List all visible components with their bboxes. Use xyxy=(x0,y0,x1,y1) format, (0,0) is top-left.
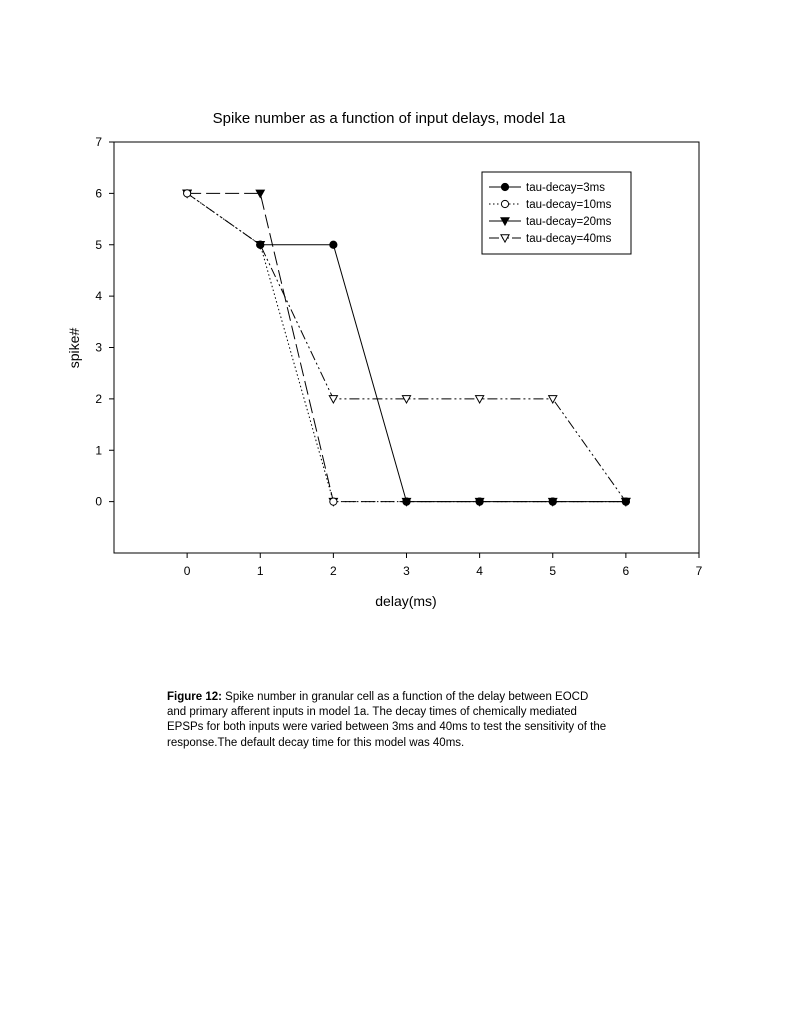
series-1 xyxy=(257,241,630,505)
x-tick-label: 1 xyxy=(256,564,264,578)
legend xyxy=(482,172,631,254)
legend-label: tau-decay=3ms xyxy=(526,182,605,194)
x-tick-label: 5 xyxy=(549,564,557,578)
caption-text: Spike number in granular cell as a function of the delay between EOCD and primary afferent inputs in model 1a. The decay times of chemically mediated EPSPs for both inputs were varied between 3ms and 40ms to test the sensitivity of the response.The default decay time for this model was 40ms. xyxy=(167,691,607,749)
legend-label: tau-decay=10ms xyxy=(526,199,612,211)
legend-label: tau-decay=40ms xyxy=(526,233,612,245)
y-tick-label: 4 xyxy=(95,289,102,304)
data-point xyxy=(622,498,629,505)
data-point xyxy=(403,498,410,505)
data-point xyxy=(501,200,508,207)
chart-title: Spike number as a function of input delays, model 1a xyxy=(212,110,566,127)
data-point xyxy=(184,190,191,197)
y-axis xyxy=(95,135,114,509)
series-line xyxy=(260,245,626,502)
y-tick-label: 6 xyxy=(95,186,102,201)
data-point xyxy=(476,498,483,505)
x-tick-label: 2 xyxy=(330,564,337,578)
x-tick-label: 6 xyxy=(622,564,630,578)
data-point xyxy=(330,498,337,505)
figure-caption xyxy=(167,690,607,751)
y-tick-label: 2 xyxy=(95,391,102,406)
legend-label: tau-decay=20ms xyxy=(526,216,612,228)
x-tick-label: 3 xyxy=(403,564,410,578)
y-tick-label: 7 xyxy=(95,135,102,149)
data-point xyxy=(257,241,264,248)
x-tick-label: 7 xyxy=(695,564,703,578)
data-point xyxy=(501,183,508,190)
data-point xyxy=(549,498,556,505)
y-tick-label: 5 xyxy=(95,237,102,252)
y-tick-label: 1 xyxy=(95,443,102,458)
y-tick-label: 0 xyxy=(95,494,102,509)
x-tick-label: 4 xyxy=(476,564,483,578)
x-axis-label: delay(ms) xyxy=(375,593,437,609)
x-axis xyxy=(184,553,703,578)
caption-label: Figure 12: xyxy=(167,691,222,703)
data-point xyxy=(549,396,557,403)
y-axis-label: spike# xyxy=(66,327,82,369)
y-tick-label: 3 xyxy=(95,340,102,355)
x-tick-label: 0 xyxy=(183,564,191,578)
data-point xyxy=(330,241,337,248)
